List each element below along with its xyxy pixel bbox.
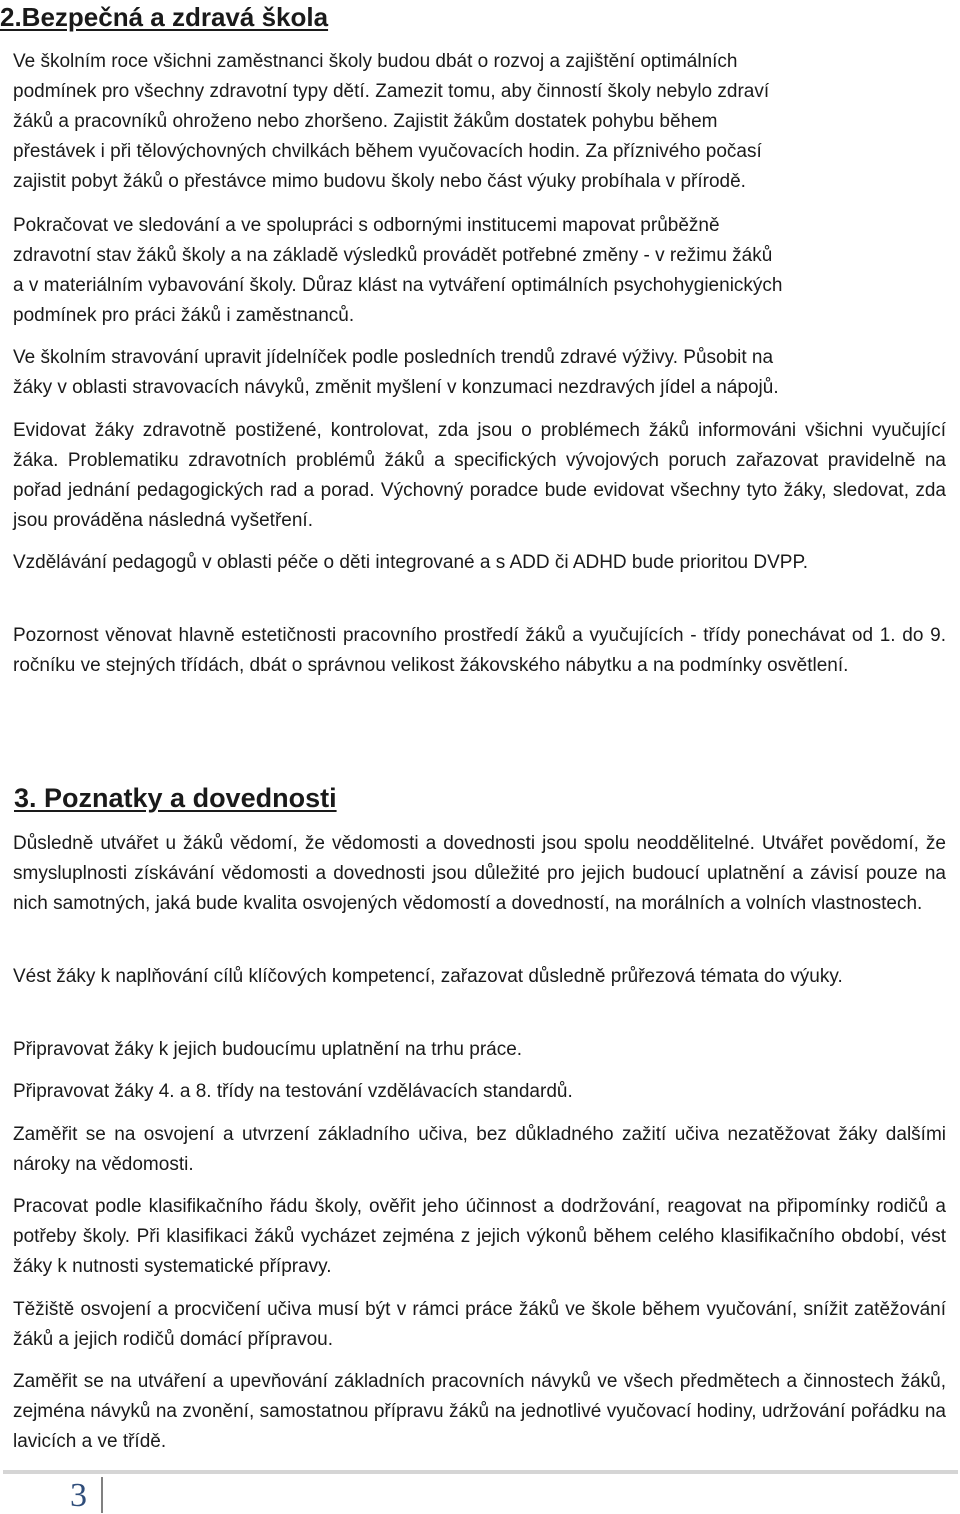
paragraph-line: podmínek pro všechny zdravotní typy dětí. Zamezit tomu, aby činností školy nebylo zdraví	[13, 81, 770, 102]
paragraph-line: a v materiálním vybavování školy. Důraz klást na vytváření optimálních psychohygienických	[13, 275, 783, 296]
section-3-paragraph-8: Zaměřit se na utváření a upevňování základních pracovních návyků ve všech předmětech a činnostech žáků, zejména návyků na zvonění, samostatnou přípravu žáků na jednotlivé vyučovací hodiny, udržování pořádku na lavicích a ve třídě.	[13, 1371, 946, 1452]
section-3-paragraph-5: Zaměřit se na osvojení a utvrzení základního učiva, bez důkladného zažití učiva nezatěžovat žáky dalšími nároky na vědomosti.	[13, 1124, 946, 1175]
paragraph-line: zajistit pobyt žáků o přestávce mimo budovu školy nebo část výuky probíhala v přírodě.	[13, 171, 746, 192]
section-2-paragraph-4: Evidovat žáky zdravotně postižené, kontrolovat, zda jsou o problémech žáků informováni všichni vyučující žáka. Problematiku zdravotních problémů žáků a specifických vývojových poruch zařazovat pravidelně na pořad jednání pedagogických rad a porad. Výchovný poradce bude evidovat všechny tyto žáky, sledovat, zda jsou prováděna následná vyšetření.	[13, 420, 946, 531]
paragraph-line: Ve školním roce všichni zaměstnanci školy budou dbát o rozvoj a zajištění optimálních	[13, 51, 738, 72]
section-3-paragraph-6: Pracovat podle klasifikačního řádu školy, ověřit jeho účinnost a dodržování, reagovat na připomínky rodičů a potřeby školy. Při klasifikaci žáků vycházet zejména z jejich výkonů během celého klasifikačního období, vést žáky k nutnosti systematické přípravy.	[13, 1196, 946, 1277]
paragraph-line: Ve školním stravování upravit jídelníček podle posledních trendů zdravé výživy. Působit na	[13, 347, 774, 368]
section-2-paragraph-1	[13, 47, 946, 197]
section-2-paragraph-2	[13, 211, 946, 331]
section-2-paragraph-6: Pozornost věnovat hlavně estetičnosti pracovního prostředí žáků a vyučujících - třídy ponechávat od 1. do 9. ročníku ve stejných třídách, dbát o správnou velikost žákovského nábytku a na podmínky osvětlení.	[13, 625, 946, 676]
paragraph-line: přestávek i při tělovýchovných chvilkách během vyučovacích hodin. Za příznivého počasí	[13, 141, 762, 162]
section-2-paragraph-3	[13, 343, 946, 403]
section-2-paragraph-5: Vzdělávání pedagogů v oblasti péče o děti integrované a s ADD či ADHD bude prioritou DVPP.	[13, 552, 808, 573]
section-3-paragraph-3: Připravovat žáky k jejich budoucímu uplatnění na trhu práce.	[13, 1039, 523, 1060]
section-2-heading: 2.Bezpečná a zdravá škola	[0, 2, 329, 32]
section-3-paragraph-2: Vést žáky k naplňování cílů klíčových kompetencí, zařazovat důsledně průřezová témata do výuky.	[13, 966, 843, 987]
section-3-paragraph-1: Důsledně utvářet u žáků vědomí, že vědomosti a dovednosti jsou spolu neoddělitelné. Utvářet povědomí, že smysluplnosti získávání vědomosti a dovednosti jsou důležité pro jejich budoucí uplatnění a závisí pouze na nich samotných, jaká bude kvalita osvojených vědomostí a dovedností, na morálních a volních vlastnostech.	[13, 833, 946, 914]
paragraph-line: žáků a pracovníků ohroženo nebo zhoršeno. Zajistit žákům dostatek pohybu během	[13, 111, 718, 132]
page-number: 3	[70, 1477, 87, 1514]
section-3-paragraph-4: Připravovat žáky 4. a 8. třídy na testování vzdělávacích standardů.	[13, 1081, 573, 1102]
paragraph-line: Pokračovat ve sledování a ve spolupráci s odbornými institucemi mapovat průběžně	[13, 215, 720, 236]
section-3-paragraph-7: Těžiště osvojení a procvičení učiva musí být v rámci práce žáků ve škole během vyučování, snížit zatěžování žáků a jejich rodičů domácí přípravou.	[13, 1299, 946, 1350]
footer-divider	[3, 1470, 958, 1474]
paragraph-line: podmínek pro práci žáků i zaměstnanců.	[13, 305, 355, 326]
page-number-divider	[101, 1477, 103, 1513]
paragraph-line: žáky v oblasti stravovacích návyků, změnit myšlení v konzumaci nezdravých jídel a nápojů.	[13, 377, 779, 398]
paragraph-line: zdravotní stav žáků školy a na základě výsledků provádět potřebné změny - v režimu žáků	[13, 245, 773, 266]
section-3-heading: 3. Poznatky a dovednosti	[14, 783, 337, 813]
